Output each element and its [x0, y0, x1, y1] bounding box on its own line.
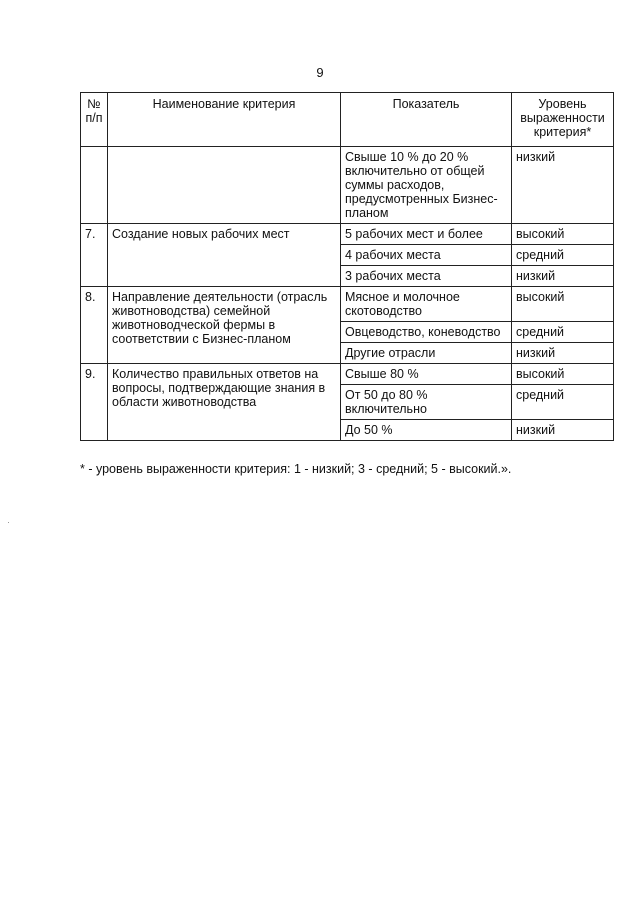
- cell-level: высокий: [512, 224, 614, 245]
- cell-criterion-name: Количество правильных ответов на вопросы, подтверждающие знания в области животноводства: [108, 364, 341, 441]
- table-row: [81, 224, 614, 245]
- cell-level: высокий: [512, 287, 614, 322]
- header-criterion-name: Наименование критерия: [108, 93, 341, 147]
- cell-indicator: 4 рабочих места: [341, 245, 512, 266]
- cell-indicator: До 50 %: [341, 420, 512, 441]
- cell-level: низкий: [512, 343, 614, 364]
- cell-level: низкий: [512, 147, 614, 224]
- cell-criterion-name: Направление деятельности (отрасль животноводства) семейной животноводческой фермы в соответствии с Бизнес-планом: [108, 287, 341, 364]
- page-number: 9: [316, 65, 324, 80]
- cell-indicator: Свыше 10 % до 20 % включительно от общей суммы расходов, предусмотренных Бизнес-планом: [341, 147, 512, 224]
- table-header-row: [81, 93, 614, 147]
- cell-level: низкий: [512, 266, 614, 287]
- header-num: № п/п: [81, 93, 108, 147]
- header-level: Уровень выраженности критерия*: [512, 93, 614, 147]
- cell-indicator: Другие отрасли: [341, 343, 512, 364]
- cell-num: [81, 147, 108, 224]
- cell-num: 9.: [81, 364, 108, 441]
- table-row: [81, 287, 614, 322]
- cell-level: высокий: [512, 364, 614, 385]
- cell-level: средний: [512, 385, 614, 420]
- cell-indicator: Мясное и молочное скотоводство: [341, 287, 512, 322]
- criteria-table: [80, 92, 614, 441]
- scan-speck: [8, 522, 9, 523]
- cell-level: средний: [512, 322, 614, 343]
- cell-indicator: От 50 до 80 % включительно: [341, 385, 512, 420]
- cell-indicator: Свыше 80 %: [341, 364, 512, 385]
- cell-indicator: 3 рабочих места: [341, 266, 512, 287]
- cell-criterion-name: [108, 147, 341, 224]
- cell-criterion-name: Создание новых рабочих мест: [108, 224, 341, 287]
- cell-num: 7.: [81, 224, 108, 287]
- cell-level: низкий: [512, 420, 614, 441]
- table-row: [81, 147, 614, 224]
- footnote: * - уровень выраженности критерия: 1 - низкий; 3 - средний; 5 - высокий.».: [80, 462, 512, 476]
- header-indicator: Показатель: [341, 93, 512, 147]
- cell-indicator: Овцеводство, коневодство: [341, 322, 512, 343]
- cell-indicator: 5 рабочих мест и более: [341, 224, 512, 245]
- table-row: [81, 364, 614, 385]
- cell-level: средний: [512, 245, 614, 266]
- cell-num: 8.: [81, 287, 108, 364]
